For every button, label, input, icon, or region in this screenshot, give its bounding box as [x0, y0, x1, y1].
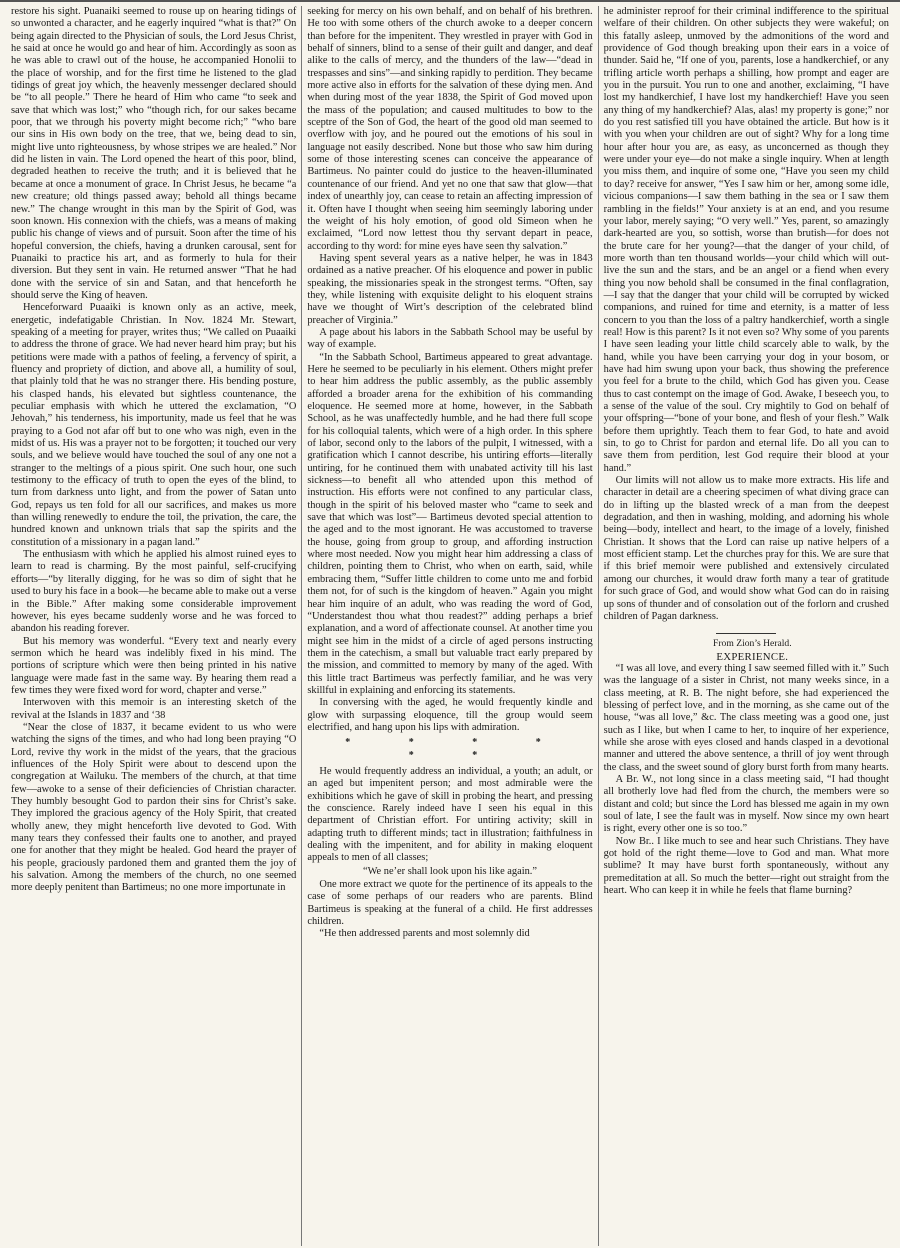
paragraph: Having spent several years as a native helper, he was in 1843 ordained as a native preacher. Of his eloquence and power in public speaking, the missionaries speak in the strongest terms. “Often, say they, while listening with exquisite delight to his eloquent strains have we thought of Wirt’s description of the celebrated blind preacher of Virginia.” [307, 252, 593, 326]
centered-quote: “We ne’er shall look upon his like again.” [362, 865, 537, 877]
section-heading: EXPERIENCE. [716, 650, 789, 663]
paragraph: seeking for mercy on his own behalf, and on behalf of his brethren. He too with some others of the church awoke to a deeper concern than before for the impenitent. They wrestled in prayer with God in behalf of sinners, blind to a sense of their guilt and danger, and deaf alike to the calls of mercy, and the thunders of the law—“dead in trespasses and sins”—and sinking rapidly to perdition. They became more active also in efforts for the salvation of these dying men. And when during most of the year 1838, the Spirit of God moved upon the mass of the population; and caused multitudes to bow to the sceptre of the Son of God, the heart of the good old man seemed to overflow with joy, and he poured out the emotions of his soul in language not easily described. None but those who saw him during some of those interesting scenes can conceive the appearance of Bartimeus. No painter could do justice to the heaven-illuminated countenance of our friend. And yet no one that saw that glow—that index of unearthly joy, can cease to retain an affecting impression of it. Often have I thought when seeing him seemingly laboring under the weight of his holy emotion, of good old Simeon when he exclaimed, “Lord now lettest thou thy servant depart in peace, according to thy word: for mine eyes have seen thy salvation.” [307, 6, 593, 252]
paragraph: “Near the close of 1837, it became evident to us who were watching the signs of the times, and who had long been praying “O Lord, revive thy work in the midst of the years, that the gracious influences of the Holy Spirit were about to descend upon the congregation at Wailuku. The members of the church, at that time few—awoke to a sense of their deficiencies of Christian character. They humbly besought God to pardon their sins for Christ’s sake. They implored the gracious agency of the Holy Spirit, that created wholly anew, they might henceforth live devoted to God. With many tears they confessed their faults one to another, and prayed one for another that they might be healed. God heard the prayer of his people, graciously pardoned them and granted them the joy of his salvation. Among the members of the church, no one seemed more deeply penitent than Bartimeus; no one more importunate in [11, 721, 297, 894]
paragraph: “I was all love, and every thing I saw seemed filled with it.” Such was the language of a sister in Christ, not many weeks since, in a class meeting, at R. B. The night before, she had experienced the blessing of perfect love, and in the morning, as she came out of the house, “was all love,” &c. The class meeting was a good one, just such as I like, but when I came to her, to inquire of her experience, while she arose with eyes closed and hands clasped in a devotional manner and uttered the above sentence, a thrill of joy went through the class, and the sweet sound of glory burst forth from many hearts. [603, 662, 889, 773]
column-1 [6, 6, 301, 1246]
divider-rule [716, 633, 776, 634]
paragraph: “In the Sabbath School, Bartimeus appeared to great advantage. Here he seemed to be peculiarly in his element. Others might prefer to hear him address the public assembly, as the public assembly afforded a broader arena for the exhibition of his commanding eloquence. He seemed more at home, however, in the Sabbath School, as he was unaffectedly humble, and he had there full scope for his colloquial talents, which were of a high order. In this sphere of labor, second only to the labors of the pulpit, I witnessed, with a gratification which I cannot describe, his untiring efforts—literally untiring, for he continued them with unabated activity till his last sickness—to benefit all who attended upon this method of instruction. His efforts were not confined to any particular class, though in the spirit of his beloved master who “came to seek and save that which was lost”— Bartimeus devoted special attention to the aged and to the most ignorant. He was accustomed to traverse the house, going from group to group, and affording instruction where most needed. Now you might hear him addressing a class of children, pointing them to Christ, who when on earth, said, while embracing them, “Suffer little children to come unto me and forbid them not, for of such is the kingdom of heaven.” Again you might hear him inquire of an adult, who was reading the word of God, “Understandest thou what thou readest?” adding perhaps a brief explanation, and a word of affectionate counsel. At another time you might see him in the midst of a circle of aged persons instructing them in the catechism, a small but valuable tract early prepared by the mission, and committed to memory by many of the aged. With this little tract Bartimeus was perfectly familiar, and he was very skillful in explaining and enforcing its statements. [307, 351, 593, 696]
paragraph: restore his sight. Puanaiki seemed to rouse up on hearing tidings of so unwonted a character, and he eagerly inquired “what is that?” On being again directed to the Physician of souls, the Lord Jesus Christ, he said at once he would go and hear of him. Accordingly as soon as he was able to crawl out of the house, he accompanied Honolii to the place of worship, and for the first time he listened to the glad tidings of great joy which, the heavenly messenger declared should be “to all people.” There he heard of Him who came “to seek and save that which was lost;” who “though rich, for our sakes became poor, that we through his poverty might become rich;” “who bare our sins in His own body on the tree, that we, being dead to sin, might live unto righteousness, by whose stripes we are healed.” Nor did he listen in vain. The Lord opened the heart of this poor, blind, degraded heathen to receive the truth; and it is believed that he became at once a monument of grace. In Christ Jesus, he became “a new creature; old things passed away; behold all things became new.” The change wrought in this man by the Spirit of God, was soon known. His connexion with the chiefs, was a means of making public his change of views and of pursuit. Soon after the time of his hopeful conversion, the chiefs, having a drunken carousal, sent for Puanaiki to practice his art, and as formerly to hula for their diversion. But they sent in vain. He returned answer “That he had done with the service of sin and Satan, and that henceforth he should serve the King of heaven. [11, 6, 297, 301]
paragraph: But his memory was wonderful. “Every text and nearly every sermon which he heard was indelibly fixed in his mind. The portions of scripture which were then being printed in his native language were made fast in the same way. By hearing them read a few times they were fixed word for word, chapter and verse.” [11, 635, 297, 696]
column-2 [301, 6, 597, 1246]
paragraph: In conversing with the aged, he would frequently kindle and glow with surpassing eloquence, till the group would seem electrified, and hang upon his lips with admiration. [307, 697, 593, 733]
paragraph: One more extract we quote for the pertinence of its appeals to the case of some perhaps of our readers who are parents. Blind Bartimeus is speaking at the funeral of a child. He first addresses children. [307, 879, 593, 928]
paragraph: He would frequently address an individual, a youth; an adult, or an aged but impenitent person; and most admirable were the exhibitions which he gave of skill in probing the heart, and pressing the conscience. Rarely indeed have I seen his equal in this department of Christian effort. For untiring activity; skill in adapting truth to different minds; tact in illustration; faithfulness in dealing with the impenitent, and for ability in making eloquent appeals to men of all classes; [307, 765, 593, 864]
paragraph: A Br. W., not long since in a class meeting said, “I had thought all brotherly love had fled from the church, the members were so distant and cold; but since the Lord has blessed me again in my own soul of late, I see the fault was in myself. Now since my own heart is right, every other one is so too.” [603, 773, 889, 835]
column-3 [598, 6, 894, 1246]
source-credit: From Zion’s Herald. [713, 638, 792, 650]
paragraph: Interwoven with this memoir is an interesting sketch of the revival at the Islands in 1837 and ‘38 [11, 697, 297, 721]
paragraph: he administer reproof for their criminal indifference to the spiritual welfare of their children. On other subjects they were wakeful; on this fatally asleep, unmoved by the admonitions of the word and providence of God though breaking upon their ears in a voice of thunder. Said he, “If one of you, parents, lose a handkerchief, or any trifling article worth perhaps a shilling, how prompt and eager are you in the pursuit. You run to one and another, exclaiming, “I have lost my handkerchief, I have lost my handkerchief! Have you seen any thing of my handkerchief? Alas, alas! my property is gone;” nor do you rest satisfied till you have obtained the article. But how is it with you when your children are out of sight? Why for a long time hour after hour you are, as easy, as unconcerned as though they were under your eye—do not make a single inquiry. When at length you miss them, and inquire of some one, “Have you seen my child to day? receive for answer, “Yes I saw him or her, among some idle, vicious companions—I saw them bathing in the sea or I saw them rambling in the fields!” Your anxiety is at an end, and you resume your labor, merely saying; “O very well.” Yes, parent, so amazingly dark-hearted are you, so sottish, worse than brutish—for does not the brute care for her young?—that the danger of your child, of more worth than ten thousand worlds—your child which will out-live the sun and the stars, and be an angel or a fiend when every thing you now behold shall be consumed in the final conflagration,—I say that the danger that your child will be corrupted by wicked companions, and ruined for time and eternity, is a matter of less concern to you than the loss of a paltry handkerchief, worth a single real! How is this parent? Is it not even so? Why some of you parents I have seen leading your little child scarcely able to walk, by the hand, while you have been carrying your dog in your bosom, or have had him swung upon your back, thus showing the preference you feel for a brute to the child, which God has given you. Cease thus to cast contempt on the image of God. Awake, I beseech you, to a sense of the value of the soul. Cry mightily to God on behalf of your offspring—“bone of your bone, and flesh of your flesh.” Walk before them uprightly. Teach them to fear God, to hate and avoid sin, to go to Christ for pardon and eternal life. Do all you can to save them from perdition, lest God require their blood at your hand.” [603, 6, 889, 474]
article-columns [6, 6, 894, 1246]
paragraph: Our limits will not allow us to make more extracts. His life and character in detail are a cheering specimen of what diving grace can do in lifting up the blasted wreck of a man from the deepest degradation, and then in washing, molding, and adorning his whole being—body, intellect and heart, to the image of a lovely, finished Christian. It shows that the Lord can raise up native helpers of a most efficient stamp. Let the churches pray for this. We are sure that if this brief memoir were published and extensively circulated among our churches, it would draw forth many a tear of gratitude for such grace of God, and would show what God can do in raising up sons of thunder and of consolation out of the forlorn and crushed children of Pagan darkness. [603, 475, 889, 622]
paragraph: Now Br.. I like much to see and hear such Christians. They have got hold of the right theme—love to God and man. What more sublime? It may have burst forth spontaneously, without any premeditation at all. So much the better—right out straight from the heart. Who can keep it in while he feels that flame burning? [603, 835, 889, 897]
paragraph: The enthusiasm with which he applied his almost ruined eyes to learn to read is charming. By the most painful, self-crucifying efforts—“by literally digging, for he was so dim of sight that he used to bury his face in a book—he became able to make out a verse in the Bible.” After making some considerable improvement however, his eyes became suddenly worse and he was forced to abandon his reading forever. [11, 549, 297, 635]
paragraph: Henceforward Puaaiki is known only as an active, meek, energetic, indefatigable Christian. In Nov. 1824 Mr. Stewart, speaking of a meeting for prayer, writes thus; “We called on Puaaiki to address the throne of grace. We had never heard him pray; but his petitions were made with a pathos of feeling, a fervency of spirit, a fluency and propriety of diction, and above all, a humility of soul, that plainly told that he was no stranger there. His bending posture, his clasped hands, his elevated but sightless countenance, the peculiar emphasis with which he uttered the exclamation, “O Jehovah,” his tenderness, his importunity, made us feel that he was praying to a God not afar off but to one who was nigh, even in the midst of us. His was a prayer not to be forgotten; it touched our very souls, and we believe would have touched the soul of any one not a stranger to the meltings of a pious spirit. One such hour, one such testimony to the efficacy of truth to open the eyes of the blind, to turn from darkness unto light, and from the power of Satan unto God, repays us ten fold for all our sacrifices, and makes us more than willing renewedly to endure the toil, the privation, the care, the hundred known and unknown trials that sap the spirits and the constitution of a missionary in a pagan land.” [11, 302, 297, 548]
paragraph: A page about his labors in the Sabbath School may be useful by way of example. [307, 326, 593, 351]
paragraph: “He then addressed parents and most solemnly did [319, 928, 530, 940]
section-break-stars: * * * * * * [345, 737, 569, 761]
